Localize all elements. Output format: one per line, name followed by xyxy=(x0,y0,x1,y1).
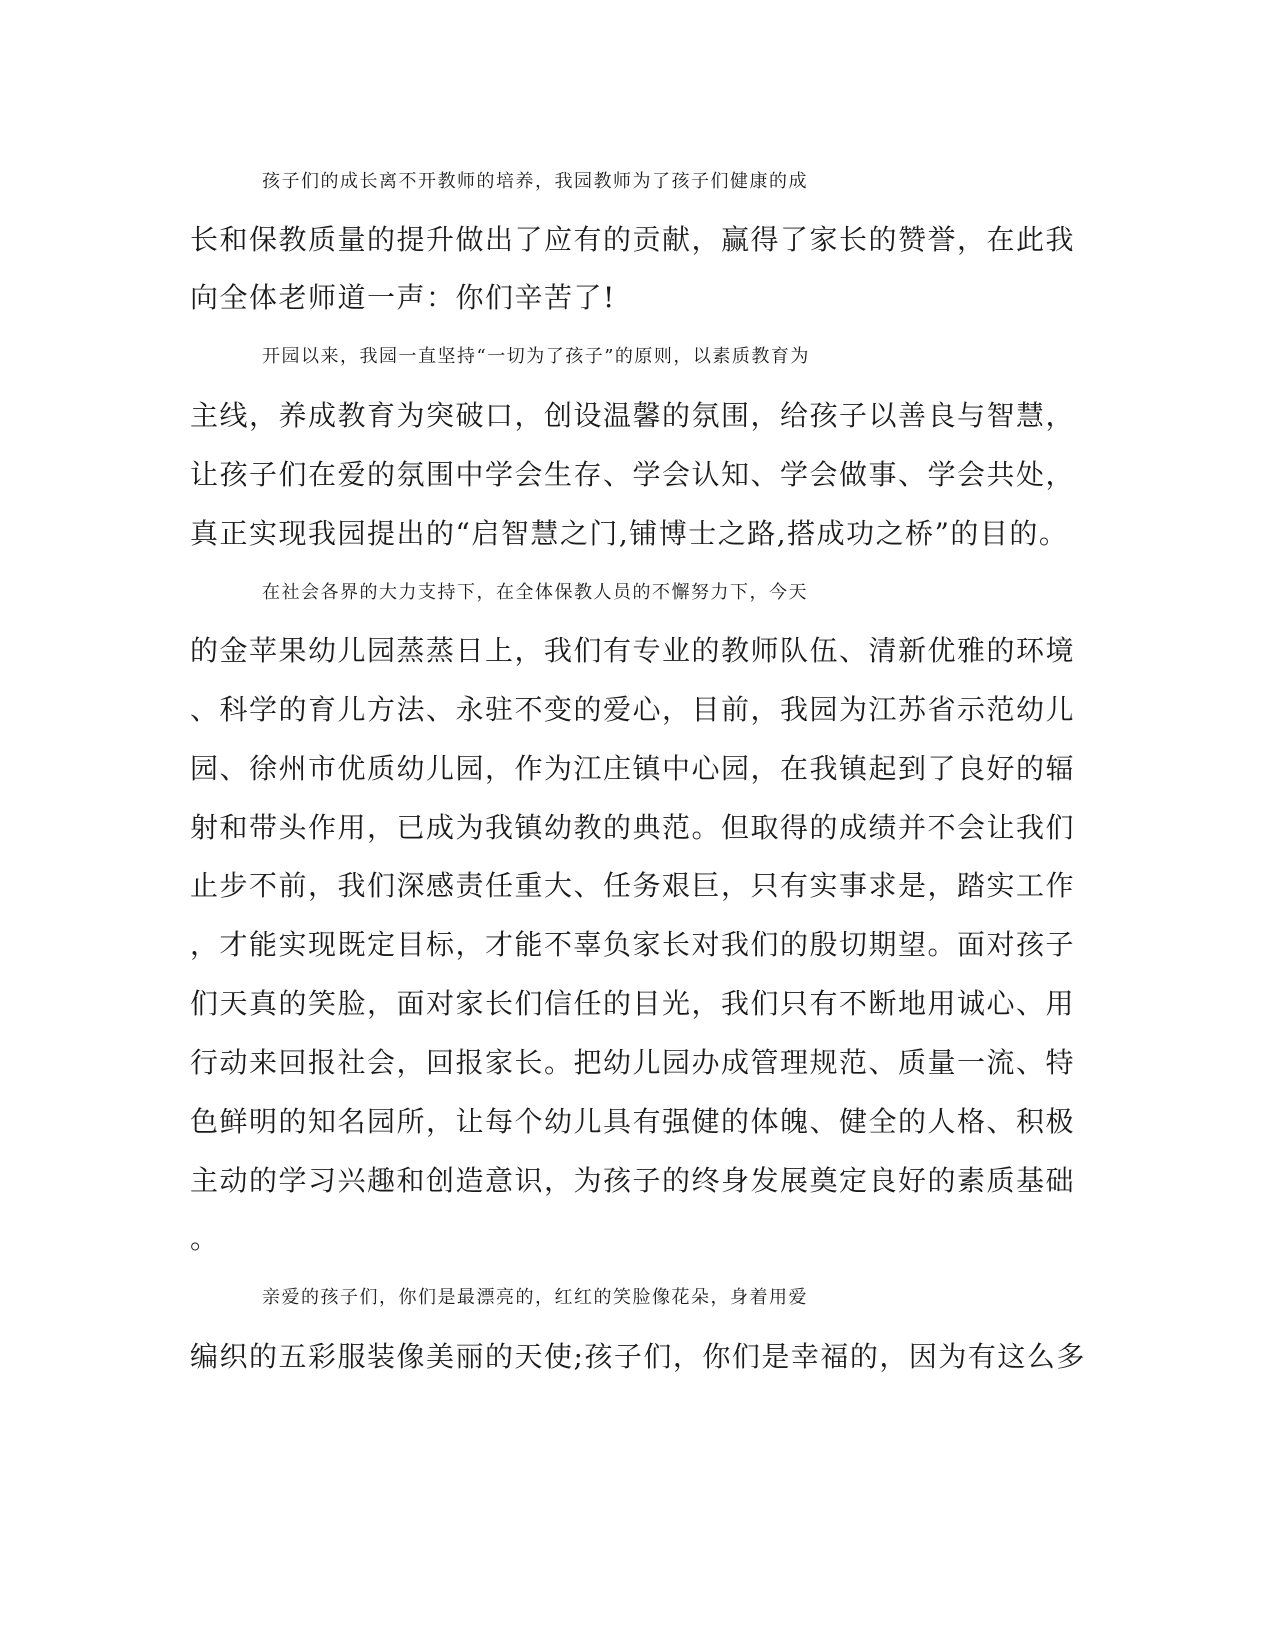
text-line: 开园以来，我园一直坚持“一切为了孩子”的原则，以素质教育为 xyxy=(262,346,810,367)
text-line: ，才能实现既定目标，才能不辜负家长对我们的殷切期望。面对孩子 xyxy=(190,928,1076,961)
text-line: 们天真的笑脸，面对家长们信任的目光，我们只有不断地用诚心、用 xyxy=(190,987,1076,1020)
text-line: 在社会各界的大力支持下，在全体保教人员的不懈努力下，今天 xyxy=(262,582,808,603)
text-line: 亲爱的孩子们，你们是最漂亮的，红红的笑脸像花朵，身着用爱 xyxy=(262,1287,808,1308)
text-line: 止步不前，我们深感责任重大、任务艰巨，只有实事求是，踏实工作 xyxy=(190,869,1076,902)
text-line: 。 xyxy=(190,1222,220,1255)
text-line: 孩子们的成长离不开教师的培养，我园教师为了孩子们健康的成 xyxy=(262,171,808,192)
text-line: 射和带头作用，已成为我镇幼教的典范。但取得的成绩并不会让我们 xyxy=(190,811,1076,844)
text-line: 让孩子们在爱的氛围中学会生存、学会认知、学会做事、学会共处， xyxy=(190,458,1076,491)
text-line: 编织的五彩服装像美丽的天使;孩子们，你们是幸福的，因为有这么多 xyxy=(190,1340,1086,1373)
text-line: 长和保教质量的提升做出了应有的贡献，赢得了家长的赞誉，在此我 xyxy=(190,223,1076,256)
text-line: 、科学的育儿方法、永驻不变的爱心，目前，我园为江苏省示范幼儿 xyxy=(190,693,1076,726)
text-line: 向全体老师道一声：你们辛苦了! xyxy=(190,281,616,314)
text-line: 色鲜明的知名园所，让每个幼儿具有强健的体魄、健全的人格、积极 xyxy=(190,1105,1076,1138)
text-line: 主线，养成教育为突破口，创设温馨的氛围，给孩子以善良与智慧， xyxy=(190,399,1076,432)
text-line: 主动的学习兴趣和创造意识，为孩子的终身发展奠定良好的素质基础 xyxy=(190,1164,1076,1197)
text-line: 园、徐州市优质幼儿园，作为江庄镇中心园，在我镇起到了良好的辐 xyxy=(190,752,1076,785)
text-line: 的金苹果幼儿园蒸蒸日上，我们有专业的教师队伍、清新优雅的环境 xyxy=(190,634,1076,667)
text-line: 真正实现我园提出的“启智慧之门,铺博士之路,搭成功之桥”的目的。 xyxy=(190,517,1069,550)
text-line: 行动来回报社会，回报家长。把幼儿园办成管理规范、质量一流、特 xyxy=(190,1046,1076,1079)
